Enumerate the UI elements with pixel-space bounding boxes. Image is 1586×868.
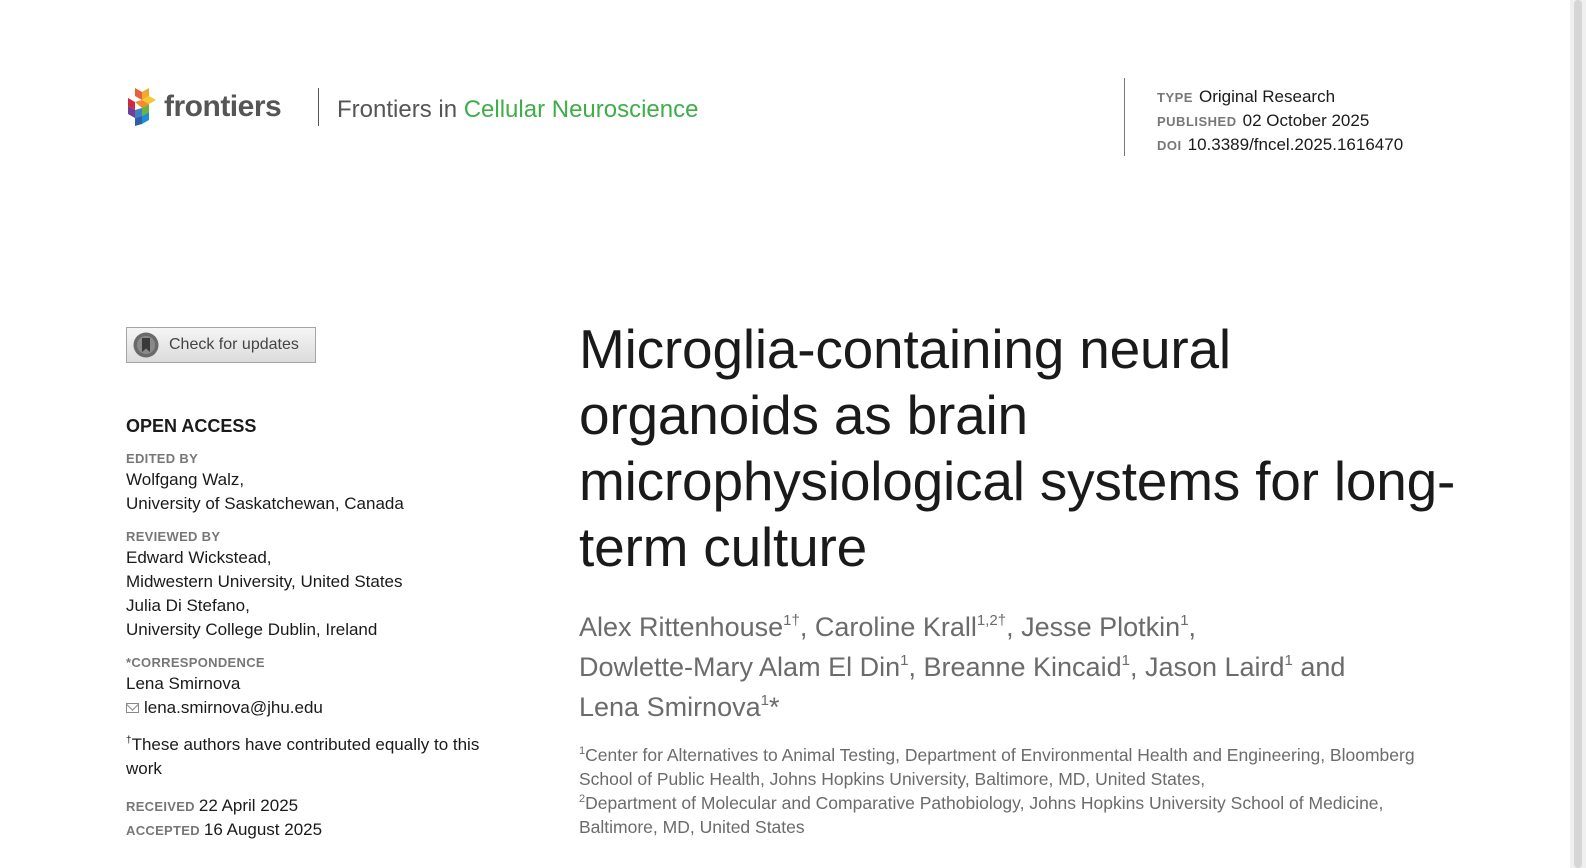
meta-published-value: 02 October 2025 xyxy=(1242,111,1370,130)
meta-divider xyxy=(1124,78,1125,156)
author-name[interactable]: Dowlette-Mary Alam El Din xyxy=(579,652,901,682)
author-name[interactable]: Jason Laird xyxy=(1144,652,1285,682)
received-row xyxy=(126,794,506,818)
affiliation-list xyxy=(579,743,1439,839)
author-list xyxy=(579,607,1459,727)
mail-icon xyxy=(126,703,139,713)
author-affiliation-marker: 1 xyxy=(900,652,909,669)
reviewer-name: Julia Di Stefano, xyxy=(126,596,250,615)
author-separator: * xyxy=(768,692,780,722)
correspondence-section xyxy=(126,655,506,720)
received-date: 22 April 2025 xyxy=(198,796,299,815)
accepted-date: 16 August 2025 xyxy=(203,820,323,839)
affiliation-number: 2 xyxy=(579,793,586,805)
author-affiliation-marker: 1 xyxy=(760,692,769,709)
meta-type-value: Original Research xyxy=(1198,87,1336,106)
author-separator: , xyxy=(1129,652,1145,682)
author-name[interactable]: Caroline Krall xyxy=(814,612,977,642)
reviewer-affiliation: Midwestern University, United States xyxy=(126,572,403,591)
open-access-label: OPEN ACCESS xyxy=(126,416,257,436)
reviewer-affiliation: University College Dublin, Ireland xyxy=(126,620,378,639)
affiliation-item xyxy=(579,791,1439,839)
accepted-row xyxy=(126,818,506,842)
equal-contribution-note xyxy=(126,733,506,781)
check-for-updates-label: Check for updates xyxy=(169,336,299,353)
author-name[interactable]: Lena Smirnova xyxy=(579,692,761,722)
correspondence-email-link[interactable]: lena.smirnova@jhu.edu xyxy=(144,698,323,717)
author-separator: , xyxy=(1188,612,1197,642)
reviewed-by-section xyxy=(126,529,506,642)
reviewer-name: Edward Wickstead, xyxy=(126,548,272,567)
accepted-label: ACCEPTED xyxy=(126,823,200,838)
scrollbar[interactable] xyxy=(1570,0,1586,868)
check-for-updates-button[interactable] xyxy=(126,327,316,363)
bookmark-icon xyxy=(133,332,159,358)
editor-name: Wolfgang Walz, xyxy=(126,470,245,489)
header-divider xyxy=(318,88,319,126)
author-affiliation-marker: 1,2† xyxy=(976,612,1007,629)
author-name[interactable]: Jesse Plotkin xyxy=(1021,612,1181,642)
meta-type-label: TYPE xyxy=(1157,90,1193,105)
correspondence-email-row xyxy=(126,696,506,720)
journal-prefix: Frontiers in xyxy=(337,96,464,123)
correspondence-name: Lena Smirnova xyxy=(126,674,241,693)
article-title: Microglia-containing neural organoids as brain microphysiological systems for long-term culture xyxy=(579,318,1456,578)
affiliation-text: Department of Molecular and Comparative Pathobiology, Johns Hopkins University School of Medicine, Baltimore, MD, United States xyxy=(579,793,1384,837)
article-sidebar xyxy=(126,414,506,842)
meta-published xyxy=(1157,109,1403,133)
reviewed-by-label: REVIEWED BY xyxy=(126,529,221,544)
scrollbar-thumb[interactable] xyxy=(1574,0,1582,868)
dagger-marker: † xyxy=(126,735,132,746)
equal-contribution-text: These authors have contributed equally to this work xyxy=(126,735,480,778)
correspondence-label: *CORRESPONDENCE xyxy=(126,655,265,670)
journal-name[interactable] xyxy=(337,96,698,124)
meta-doi xyxy=(1157,133,1403,157)
author-separator: and xyxy=(1292,652,1346,682)
meta-published-label: PUBLISHED xyxy=(1157,114,1237,129)
author-affiliation-marker: 1 xyxy=(1180,612,1189,629)
meta-doi-label: DOI xyxy=(1157,138,1182,153)
publisher-logo[interactable] xyxy=(126,88,281,126)
author-name[interactable]: Breanne Kincaid xyxy=(923,652,1122,682)
affiliation-text: Center for Alternatives to Animal Testing, Department of Environmental Health and Engineering, Bloomberg School of Public Health, Johns Hopkins University, Baltimore, MD, United States, xyxy=(579,745,1415,789)
edited-by-label: EDITED BY xyxy=(126,451,199,466)
author-affiliation-marker: 1 xyxy=(1284,652,1293,669)
author-separator: , xyxy=(1006,612,1022,642)
affiliation-item xyxy=(579,743,1439,791)
meta-doi-value[interactable]: 10.3389/fncel.2025.1616470 xyxy=(1187,135,1404,154)
author-affiliation-marker: 1† xyxy=(783,612,800,629)
author-affiliation-marker: 1 xyxy=(1121,652,1130,669)
author-name[interactable]: Alex Rittenhouse xyxy=(579,612,784,642)
affiliation-number: 1 xyxy=(579,745,586,757)
article-meta xyxy=(1157,85,1403,157)
meta-type xyxy=(1157,85,1403,109)
editor-affiliation: University of Saskatchewan, Canada xyxy=(126,494,404,513)
received-label: RECEIVED xyxy=(126,799,195,814)
publisher-wordmark: frontiers xyxy=(164,90,282,123)
edited-by-section xyxy=(126,451,506,516)
journal-subject: Cellular Neuroscience xyxy=(463,96,699,123)
frontiers-logo-icon xyxy=(126,88,158,126)
author-separator: , xyxy=(908,652,924,682)
author-separator: , xyxy=(799,612,815,642)
